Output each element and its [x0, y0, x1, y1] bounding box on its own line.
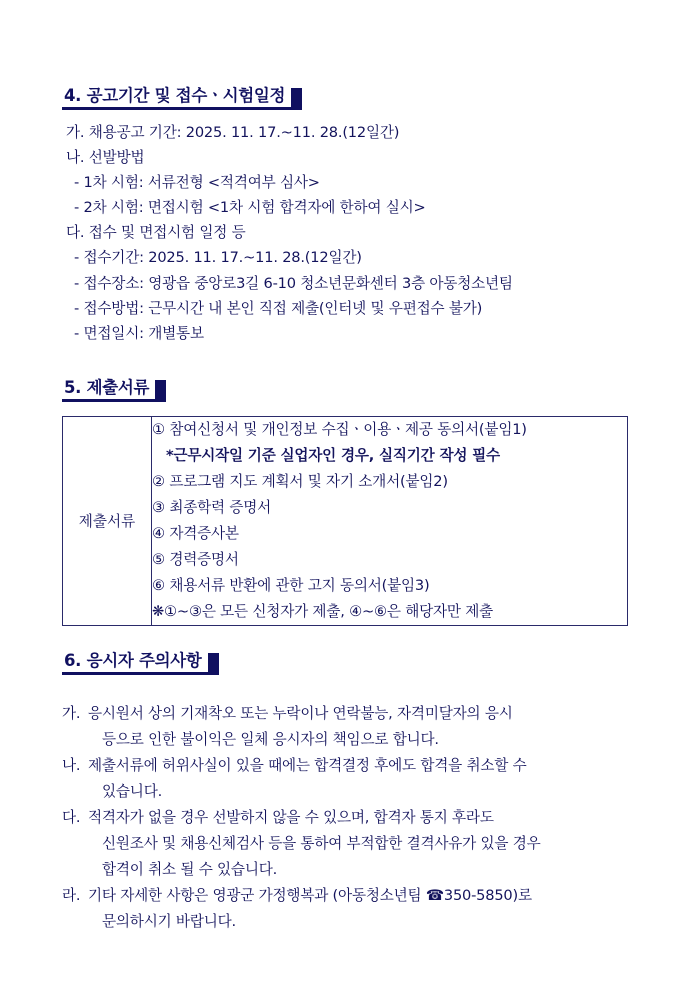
section-4-heading [62, 80, 289, 110]
docs-list-cell [152, 417, 628, 626]
notice-item [62, 701, 700, 753]
section-4-heading-text: 4. 공고기간 및 접수ㆍ시험일정 [64, 86, 286, 105]
section-4-line-3: - 1차 시험: 서류전형 <적격여부 심사> [74, 174, 320, 192]
notice-item [62, 753, 700, 805]
list-item-footnote: ❋①~③은 모든 신청자가 제출, ④~⑥은 해당자만 제출 [152, 602, 494, 620]
section-4 [0, 80, 700, 346]
list-item: ① 참여신청서 및 개인정보 수집ㆍ이용ㆍ제공 동의서(붙임1) [152, 421, 527, 438]
notice-item [62, 805, 700, 883]
notice-item [62, 883, 700, 935]
section-4-line-7: - 접수장소: 영광읍 중앙로3길 6-10 청소년문화센터 3층 아동청소년팀 [74, 274, 513, 292]
docs-label-cell: 제출서류 [63, 417, 152, 626]
section-4-line-9: - 면접일시: 개별통보 [74, 324, 204, 342]
heading-tail-block [208, 653, 219, 675]
heading-underline [62, 107, 299, 110]
list-item: ② 프로그램 지도 계획서 및 자기 소개서(붙임2) [152, 472, 448, 490]
section-4-line-5: 다. 접수 및 면접시험 일정 등 [66, 224, 246, 242]
notice-line: 합격이 취소 될 수 있습니다. [102, 860, 278, 878]
notice-line: 기타 자세한 사항은 영광군 가정행복과 (아동청소년팀 ☎350-5850)로 [88, 886, 532, 904]
section-4-line-2: 나. 선발방법 [66, 149, 145, 167]
section-6-heading-text: 6. 응시자 주의사항 [64, 651, 202, 670]
notice-marker: 가. [62, 705, 81, 722]
notice-text [88, 883, 700, 935]
heading-underline [62, 672, 216, 675]
submission-documents-table [62, 416, 628, 626]
section-5 [0, 372, 700, 626]
notice-line: 있습니다. [102, 782, 163, 800]
notice-marker: 나. [62, 756, 81, 774]
section-5-heading [62, 372, 153, 402]
heading-tail-block [155, 380, 166, 402]
notice-text [88, 701, 700, 753]
heading-tail-block [291, 88, 302, 110]
list-item: ③ 최종학력 증명서 [152, 498, 272, 516]
notice-marker: 다. [62, 808, 81, 826]
notice-line: 응시원서 상의 기재착오 또는 누락이나 연락불능, 자격미달자의 응시 [88, 705, 513, 722]
notice-line: 제출서류에 허위사실이 있을 때에는 합격결정 후에도 합격을 취소할 수 [88, 756, 527, 774]
notice-marker: 라. [62, 886, 81, 904]
section-5-heading-text: 5. 제출서류 [64, 378, 150, 397]
heading-underline [62, 399, 163, 402]
list-item: ④ 자격증사본 [152, 524, 239, 542]
section-6 [0, 645, 700, 935]
section-4-line-8: - 접수방법: 근무시간 내 본인 직접 제출(인터넷 및 우편접수 불가) [74, 299, 483, 317]
notice-line: 문의하시기 바랍니다. [102, 912, 236, 930]
list-item: ⑥ 채용서류 반환에 관한 고지 동의서(붙임3) [152, 576, 430, 594]
section-4-line-1: 가. 채용공고 기간: 2025. 11. 17.~11. 28.(12일간) [66, 124, 400, 141]
notice-line: 등으로 인한 불이익은 일체 응시자의 책임으로 합니다. [102, 730, 439, 748]
notice-text [88, 805, 700, 883]
section-6-heading [62, 645, 206, 675]
table-row [63, 417, 628, 626]
section-4-line-6: - 접수기간: 2025. 11. 17.~11. 28.(12일간) [74, 249, 362, 267]
section-4-line-4: - 2차 시험: 면접시험 <1차 시험 합격자에 한하여 실시> [74, 199, 426, 217]
list-item-note: *근무시작일 기준 실업자인 경우, 실직기간 작성 필수 [166, 446, 500, 464]
notice-text [88, 753, 700, 805]
list-item: ⑤ 경력증명서 [152, 550, 239, 568]
notice-line: 적격자가 없을 경우 선발하지 않을 수 있으며, 합격자 통지 후라도 [88, 808, 494, 826]
notice-line: 신원조사 및 채용신체검사 등을 통하여 부적합한 결격사유가 있을 경우 [102, 834, 541, 852]
